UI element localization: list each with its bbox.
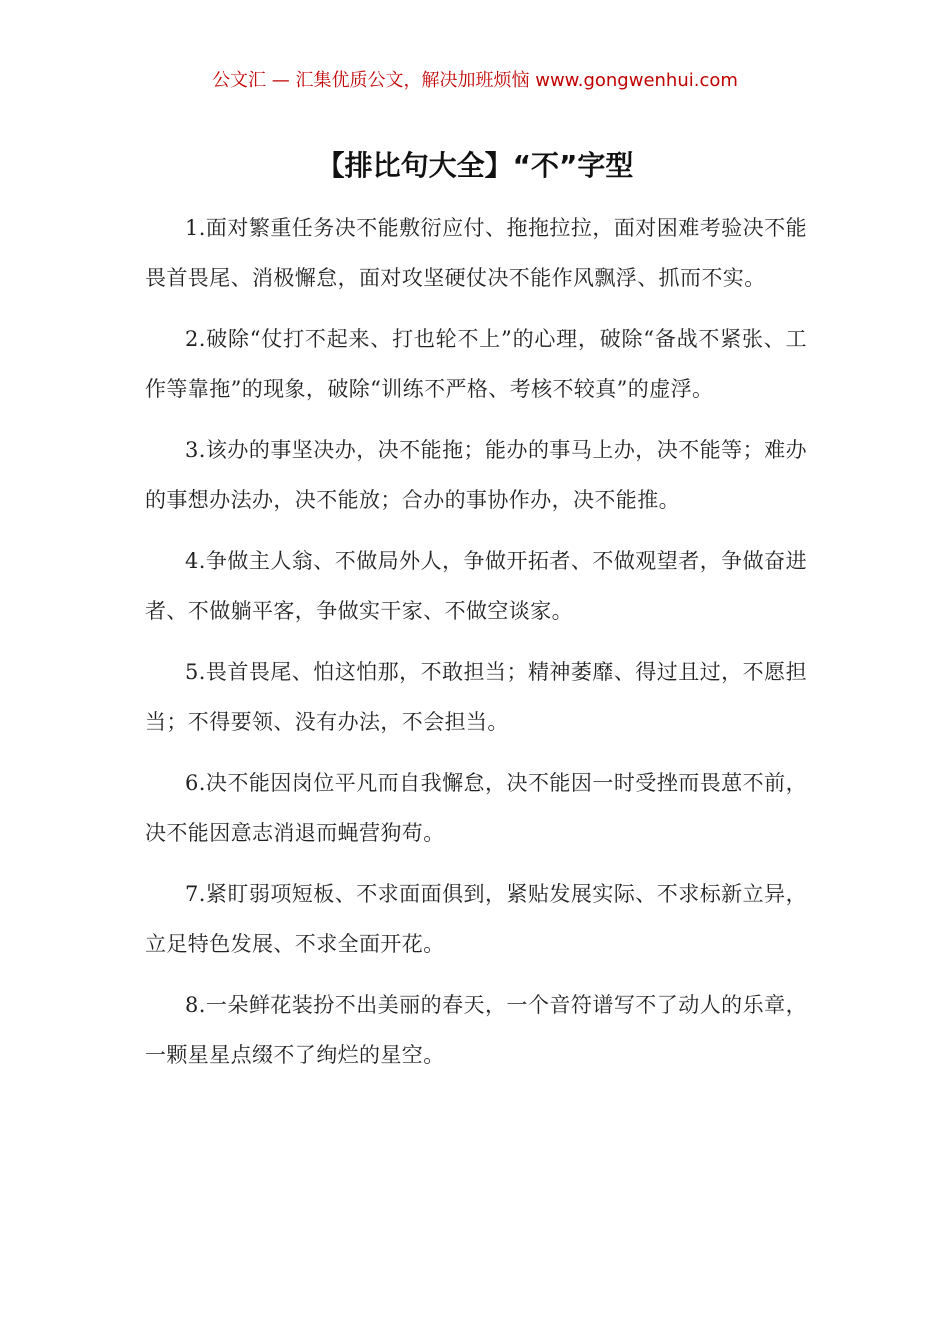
paragraph-2: 2.破除“仗打不起来、打也轮不上”的心理，破除“备战不紧张、工作等靠拖”的现象，破除“训练不严格、考核不较真”的虚浮。 xyxy=(145,327,807,401)
paragraph-4: 4.争做主人翁、不做局外人，争做开拓者、不做观望者，争做奋进者、不做躺平客，争做实干家、不做空谈家。 xyxy=(145,549,807,623)
paragraph-3: 3.该办的事坚决办，决不能拖；能办的事马上办，决不能等；难办的事想办法办，决不能放；合办的事协作办，决不能推。 xyxy=(145,438,807,512)
paragraph-5: 5.畏首畏尾、怕这怕那，不敢担当；精神萎靡、得过且过，不愿担当；不得要领、没有办法，不会担当。 xyxy=(145,660,807,734)
paragraph-1: 1.面对繁重任务决不能敷衍应付、拖拖拉拉，面对困难考验决不能畏首畏尾、消极懈怠，面对攻坚硬仗决不能作风飘浮、抓而不实。 xyxy=(145,216,807,290)
paragraph-7: 7.紧盯弱项短板、不求面面俱到，紧贴发展实际、不求标新立异，立足特色发展、不求全面开花。 xyxy=(145,882,807,956)
paragraph-6: 6.决不能因岗位平凡而自我懈怠，决不能因一时受挫而畏葸不前，决不能因意志消退而蝇营狗苟。 xyxy=(145,771,807,845)
document-body xyxy=(145,203,807,1091)
document-title: 【排比句大全】“不”字型 xyxy=(316,149,634,182)
site-header-banner: 公文汇 — 汇集优质公文，解决加班烦恼 www.gongwenhui.com xyxy=(212,70,738,91)
paragraph-8: 8.一朵鲜花装扮不出美丽的春天，一个音符谱写不了动人的乐章，一颗星星点缀不了绚烂的星空。 xyxy=(145,993,807,1067)
